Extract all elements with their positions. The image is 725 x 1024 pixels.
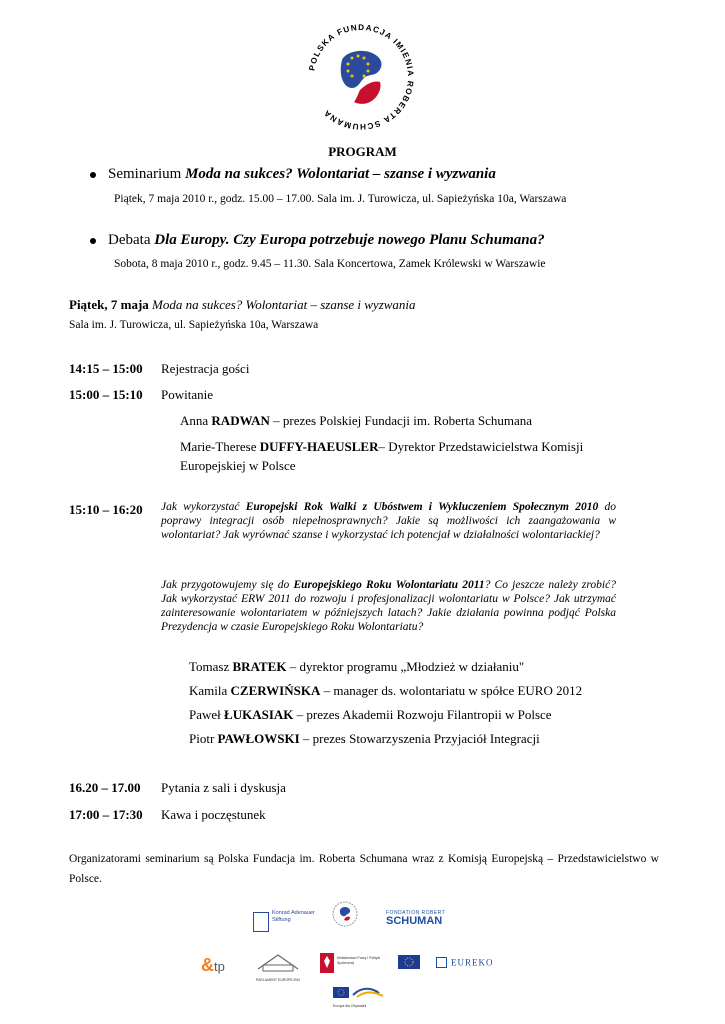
question-text: Jak wykorzystać: [161, 501, 246, 513]
agenda-time: 17:00 – 17:30: [69, 807, 143, 822]
kas-icon: [253, 912, 269, 932]
section-location: Sala im. J. Turowicza, ul. Sapieżyńska 10a, Warszawa: [69, 319, 319, 331]
fondation-small-text: FONDATION ROBERT: [386, 910, 446, 916]
section-heading: [69, 297, 416, 313]
polish-eagle-logo: [319, 952, 335, 974]
speaker-first-name: Anna: [180, 413, 212, 428]
fondation-schuman-logo: [386, 910, 446, 930]
speaker-role: – prezes Polskiej Fundacji im. Roberta Schumana: [269, 413, 533, 428]
speaker-role: – Dyrektor Przedstawicielstwa Komisji Europejskiej w Polsce: [180, 439, 584, 473]
speaker-first-name: Tomasz: [189, 659, 233, 674]
agenda-time: 14:15 – 15:00: [69, 361, 143, 376]
logo-ring-text: POLSKA FUNDACJA IMIENIA ROBERTA SCHUMANA: [307, 22, 416, 132]
question-text: Jak przygotowujemy się do: [161, 579, 294, 591]
speaker-first-name: Kamila: [189, 683, 231, 698]
agenda-label: Rejestracja gości: [161, 361, 250, 376]
europe-for-citizens-text: Europa dla Obywateli: [333, 1004, 367, 1008]
bullet-icon: [90, 172, 96, 178]
question-emphasis: Europejski Rok Walki z Ubóstwem i Wykluczeniem Społecznym 2010: [245, 501, 599, 513]
tp-logo: [201, 955, 237, 977]
eureko-icon: [436, 957, 447, 968]
speaker-last-name: DUFFY-HAEUSLER: [259, 439, 379, 454]
speaker-line: [189, 707, 552, 723]
speaker-last-name: BRATEK: [232, 659, 287, 674]
europe-for-citizens-logo: [333, 986, 389, 1006]
agenda-label: Powitanie: [161, 387, 213, 402]
event-debate: [90, 232, 545, 249]
speaker-role: – dyrektor programu „Młodzież w działaniu": [286, 659, 525, 674]
speaker-first-name: Piotr: [189, 731, 218, 746]
speaker-last-name: PAWŁOWSKI: [217, 731, 300, 746]
speaker-role: – manager ds. wolontariatu w spółce EURO 2012: [320, 683, 583, 698]
organizers-note: Organizatorami seminarium są Polska Fundacja im. Roberta Schumana wraz z Komisją Europejską – Przedstawicielstwo w Polsce.: [69, 853, 659, 885]
foundation-logo: [302, 18, 420, 136]
agenda-label: Kawa i poczęstunek: [161, 807, 266, 822]
europe-for-citizens-icon: [333, 987, 389, 999]
panel-question-2: [161, 578, 616, 634]
bullet-icon: [90, 238, 96, 244]
eureko-logo: [436, 953, 498, 973]
agenda-time: 16.20 – 17.00: [69, 780, 141, 795]
panel-question-1: [161, 500, 616, 542]
speaker-line: [189, 683, 582, 699]
event-title: Dla Europy. Czy Europa potrzebuje nowego Planu Schumana?: [154, 232, 545, 248]
foundation-small-logo: [331, 900, 359, 928]
speaker-role: – prezes Stowarzyszenia Przyjaciół Integracji: [299, 731, 540, 746]
parliament-text: PARLAMENT EUROPEJSKI: [255, 978, 301, 982]
question-text: ? Co jeszcze należy zrobić? Jak wykorzystać ERW 2011 do rozwoju i profesjonalizacji wolontariatu w Polsce? Jak utrzymać zainteresowanie wolontariatem w późniejszych latach? Jakie działania powinna podjąć Polska Prezydencja w czasie Europejskiego Roku Wolontariatu?: [161, 579, 616, 633]
tp-amp-icon: &: [201, 955, 214, 975]
speaker-first-name: Paweł: [189, 707, 225, 722]
speaker-line: [189, 731, 540, 747]
question-emphasis: Europejskiego Roku Wolontariatu 2011: [293, 579, 485, 591]
event-seminar: [90, 166, 496, 183]
speaker-line: [180, 413, 532, 429]
section-day: Piątek, 7 maja: [69, 297, 149, 312]
event-details: Piątek, 7 maja 2010 r., godz. 15.00 – 17.00. Sala im. J. Turowicza, ul. Sapieżyńska 10a, Warszawa: [114, 193, 567, 205]
speaker-role: – prezes Akademii Rozwoju Filantropii w Polsce: [293, 707, 552, 722]
eureko-text: EUREKO: [451, 957, 494, 968]
event-prefix: Debata: [108, 232, 155, 248]
parliament-logo: [253, 951, 303, 983]
kas-logo: [253, 910, 333, 934]
speaker-last-name: CZERWIŃSKA: [230, 683, 321, 698]
speaker-last-name: ŁUKASIAK: [224, 707, 294, 722]
tp-text: tp: [214, 959, 225, 974]
kas-text: Konrad Adenauer Stiftung: [272, 910, 315, 923]
agenda-label: Pytania z sali i dyskusja: [161, 780, 286, 795]
ministry-logo: Ministerstwo Pracy i Polityki Społecznej: [337, 956, 381, 965]
parliament-icon: [253, 951, 303, 973]
question-text: do poprawy integracji osób niepełnosprawnych? Jakie są możliwości ich zaangażowania w wolontariat? Jak wyrównać szanse i wykorzystać ich potencjał w działalności wolontariackiej?: [161, 501, 616, 541]
speaker-last-name: RADWAN: [211, 413, 270, 428]
agenda-time: 15:00 – 15:10: [69, 387, 143, 402]
eu-flag-logo: [398, 955, 420, 969]
event-prefix: Seminarium: [108, 166, 186, 182]
agenda-time: 15:10 – 16:20: [69, 502, 143, 517]
section-title: Moda na sukces? Wolontariat – szanse i wyzwania: [148, 297, 416, 312]
fondation-big-text: SCHUMAN: [386, 915, 443, 927]
event-details: Sobota, 8 maja 2010 r., godz. 9.45 – 11.30. Sala Koncertowa, Zamek Królewski w Warszawie: [114, 258, 546, 270]
event-title: Moda na sukces? Wolontariat – szanse i wyzwania: [185, 166, 496, 182]
speaker-line: [180, 437, 620, 475]
speaker-line: [189, 659, 524, 675]
program-title: PROGRAM: [328, 144, 397, 159]
speaker-first-name: Marie-Therese: [180, 439, 260, 454]
